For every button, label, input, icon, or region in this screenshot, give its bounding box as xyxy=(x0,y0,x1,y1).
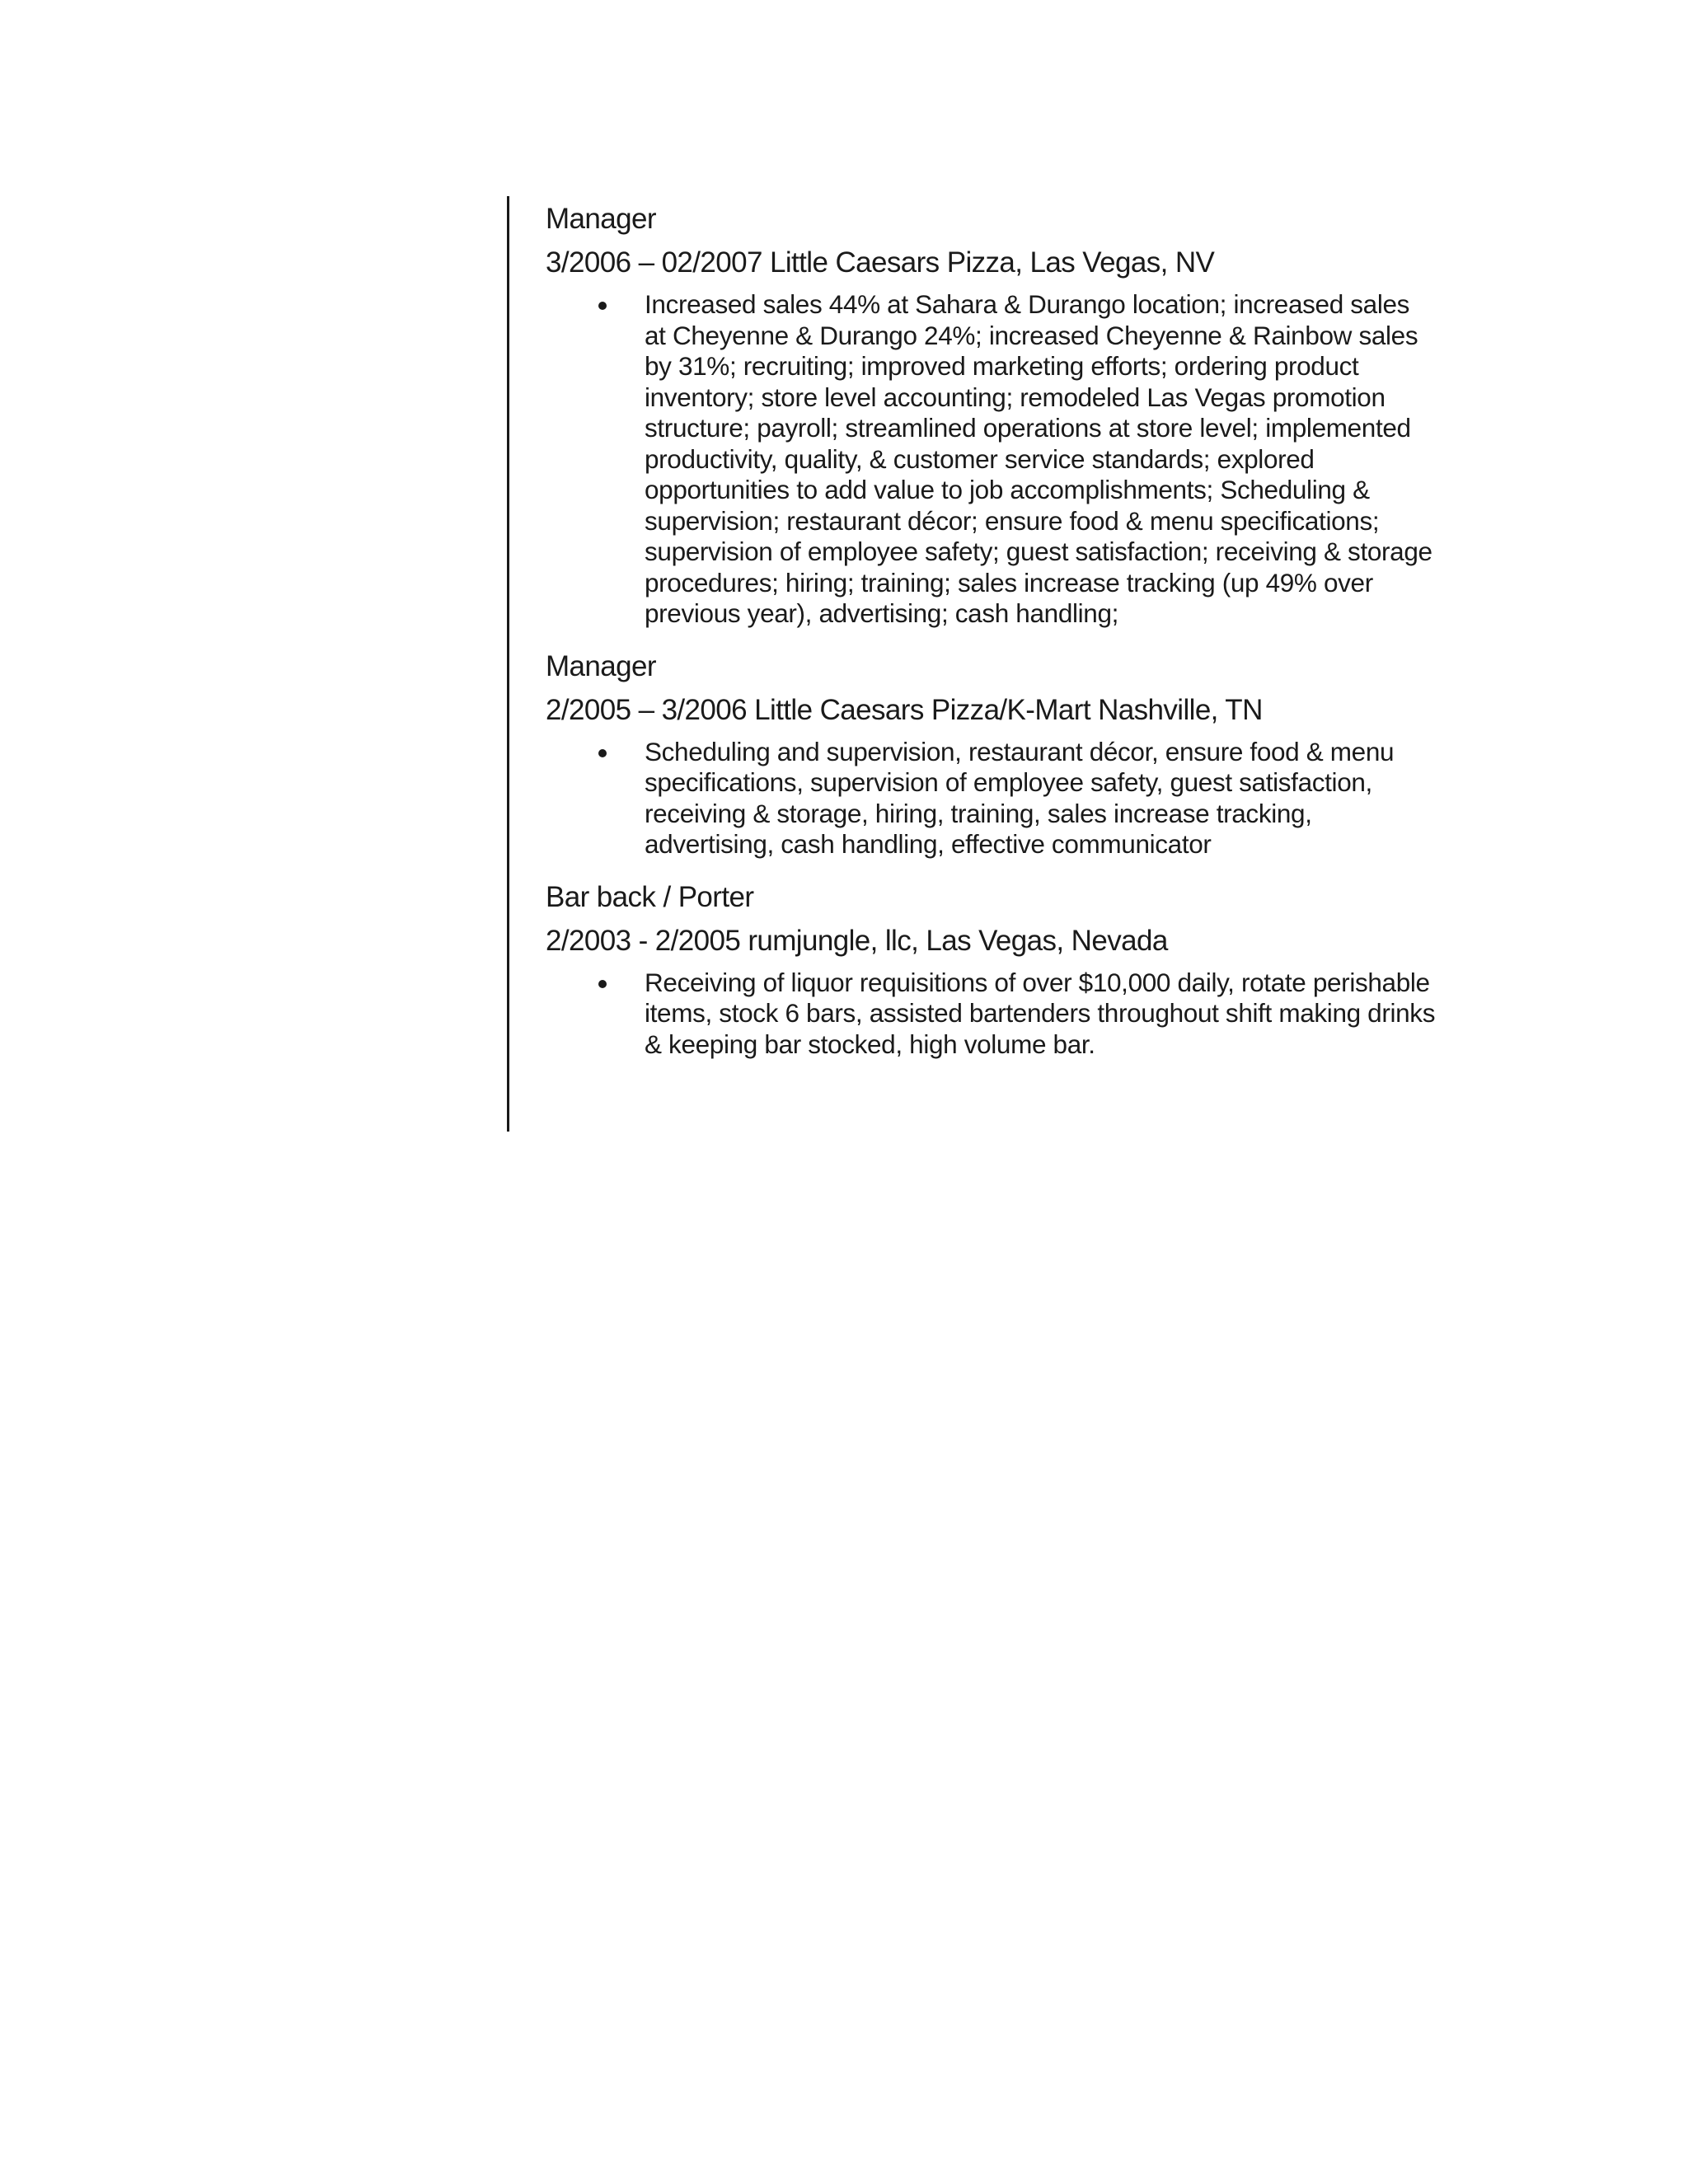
job-bullet xyxy=(546,737,1436,860)
job-entry xyxy=(546,648,1452,860)
job-bullet xyxy=(546,968,1436,1061)
work-experience-section xyxy=(546,200,1452,1078)
job-bullet-text: Increased sales 44% at Sahara & Durango location; increased sales at Cheyenne & Durango 24%; increased Cheyenne & Rainbow sales by 31%; recruiting; improved marketing efforts; ordering product inventory; store level accounting; remodeled Las Vegas promotion structure; payroll; streamlined operations at store level; implemented productivity, quality, & customer service standards; explored opportunities to add value to job accomplishments; Scheduling & supervision; restaurant décor; ensure food & menu specifications; supervision of employee safety; guest satisfaction; receiving & storage procedures; hiring; training; sales increase tracking (up 49% over previous year), advertising; cash handling; xyxy=(645,289,1432,628)
job-dates-employer: 2/2003 - 2/2005 rumjungle, llc, Las Vegas, Nevada xyxy=(546,924,1168,957)
bullet-dot-icon xyxy=(598,749,607,757)
job-entry xyxy=(546,200,1452,630)
vertical-divider-line xyxy=(507,196,509,1132)
bullet-dot-icon xyxy=(598,980,607,988)
job-title: Manager xyxy=(546,649,656,682)
job-dates-employer: 3/2006 – 02/2007 Little Caesars Pizza, Las Vegas, NV xyxy=(546,246,1215,279)
bullet-dot-icon xyxy=(598,302,607,310)
job-bullet-text: Scheduling and supervision, restaurant décor, ensure food & menu specifications, supervision of employee safety, guest satisfaction, receiving & storage, hiring, training, sales increase tracking, advertising, cash handling, effective communicator xyxy=(645,736,1395,859)
job-bullet xyxy=(546,289,1436,630)
job-bullet-list xyxy=(546,289,1452,630)
job-entry xyxy=(546,879,1452,1061)
job-title: Bar back / Porter xyxy=(546,880,754,913)
job-bullet-list xyxy=(546,968,1452,1061)
job-title: Manager xyxy=(546,203,656,235)
job-bullet-text: Receiving of liquor requisitions of over $10,000 daily, rotate perishable items, stock 6 bars, assisted bartenders throughout shift making drinks & keeping bar stocked, high volume bar. xyxy=(645,967,1436,1059)
job-bullet-list xyxy=(546,737,1452,860)
job-dates-employer: 2/2005 – 3/2006 Little Caesars Pizza/K-Mart Nashville, TN xyxy=(546,693,1263,726)
